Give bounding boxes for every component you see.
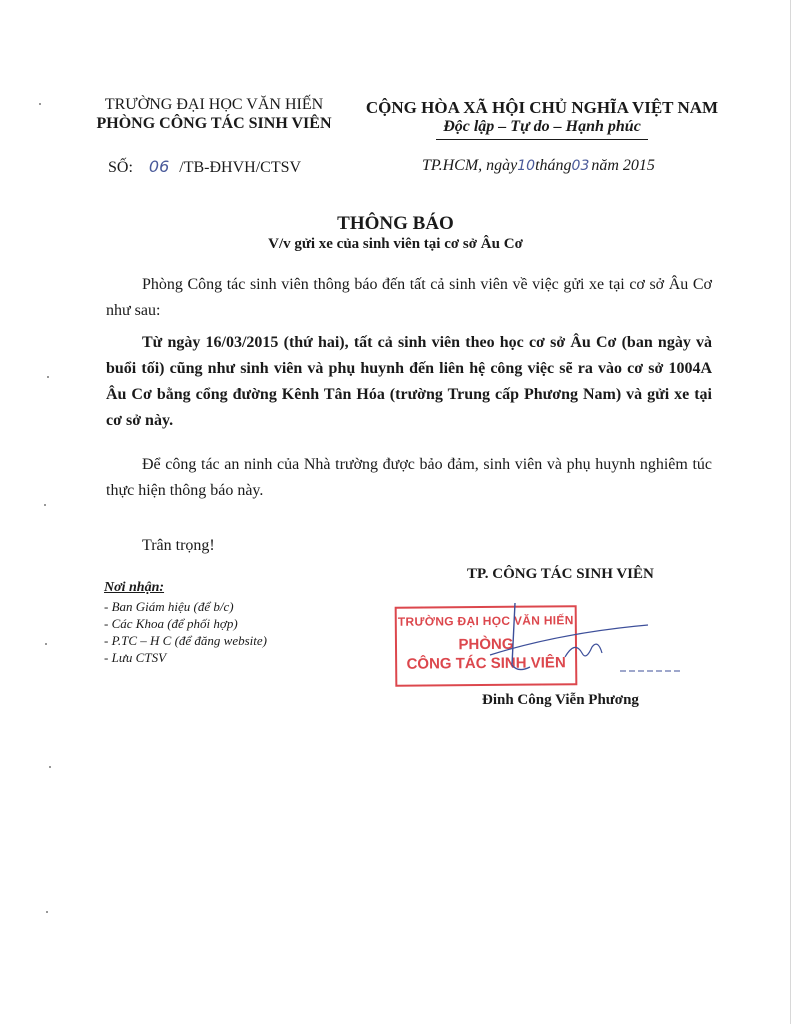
notice-subject: V/v gửi xe của sinh viên tại cơ sở Âu Cơ bbox=[268, 236, 523, 252]
signer-name: Đinh Công Viễn Phương bbox=[482, 692, 639, 708]
signer-title: TP. CÔNG TÁC SINH VIÊN bbox=[467, 566, 654, 582]
date-month: 03 bbox=[571, 158, 590, 174]
paragraph-security: Để công tác an ninh của Nhà trường được bảo đảm, sinh viên và phụ huynh nghiêm túc thực hiện thông báo này. bbox=[106, 456, 712, 499]
stamp-office: CÔNG TÁC SINH VIÊN bbox=[406, 654, 566, 673]
national-motto: Độc lập – Tự do – Hạnh phúc bbox=[443, 118, 641, 135]
nation-heading: CỘNG HÒA XÃ HỘI CHỦ NGHĨA VIỆT NAM bbox=[365, 98, 719, 117]
number-code: /TB-ĐHVH/CTSV bbox=[179, 159, 302, 176]
recipient-item: - Các Khoa (để phối hợp) bbox=[104, 615, 267, 632]
notice-title: THÔNG BÁO bbox=[337, 213, 454, 234]
paragraph-intro: Phòng Công tác sinh viên thông báo đến tất cả sinh viên về việc gửi xe tại cơ sở Âu Cơ như sau: bbox=[106, 276, 712, 319]
recipient-item: - P.TC – H C (để đăng website) bbox=[104, 632, 267, 649]
recipient-item: - Lưu CTSV bbox=[104, 649, 267, 666]
number-label: SỐ: bbox=[108, 159, 133, 176]
number-handwritten: 06 bbox=[148, 157, 170, 176]
stamp-school: TRƯỜNG ĐẠI HỌC VĂN HIẾN bbox=[397, 613, 574, 629]
date-prefix: TP.HCM, ngày bbox=[422, 157, 518, 174]
stamp-department: PHÒNG bbox=[458, 635, 514, 654]
department-name: PHÒNG CÔNG TÁC SINH VIÊN bbox=[96, 115, 332, 132]
closing-regards: Trân trọng! bbox=[142, 537, 215, 554]
paragraph-main: Từ ngày 16/03/2015 (thứ hai), tất cả sinh viên theo học cơ sở Âu Cơ (ban ngày và buổi tối) cũng như sinh viên và phụ huynh đến liên hệ công việc sẽ ra vào cơ sở 1004A Âu Cơ bằng cổng đường Kênh Tân Hóa (trường Trung cấp Phương Nam) và gửi xe tại cơ sở này. bbox=[106, 334, 712, 429]
date-month-label: tháng bbox=[535, 157, 572, 174]
date-year: năm 2015 bbox=[591, 157, 655, 174]
school-name: TRƯỜNG ĐẠI HỌC VĂN HIẾN bbox=[104, 96, 324, 113]
recipients-title: Nơi nhận: bbox=[104, 580, 165, 595]
recipient-item: - Ban Giám hiệu (để b/c) bbox=[104, 598, 267, 615]
date-day: 10 bbox=[517, 158, 536, 174]
